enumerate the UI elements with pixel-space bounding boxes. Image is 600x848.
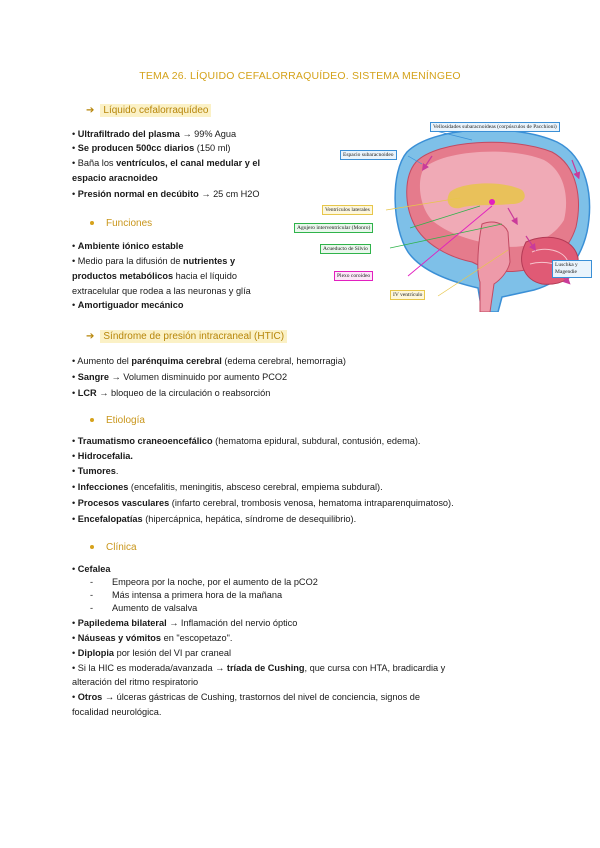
csf-circulation-diagram [297,112,596,312]
list-item: • Medio para la difusión de nutrientes y [72,256,236,266]
list-item: • Procesos vasculares (infarto cerebral, trombosis venosa, hematoma intraparenquimatoso). [72,498,454,508]
list-item: • Traumatismo craneoencefálico (hematoma epidural, subdural, contusión, edema). [72,436,421,446]
subheading-etiologia: Etiología [90,415,145,426]
label-plexo-coroideo: Plexo coroideo [334,271,373,281]
list-item-continued: alteración del ritmo respiratorio [72,677,199,687]
list-item: • Diplopia por lesión del VI par craneal [72,648,231,658]
label-vellosidades: Vellosidades subaracnoideas (corpúsculos de Pacchioni) [430,122,560,132]
list-item-continued: focalidad neurológica. [72,707,162,717]
bullet-dot-icon [90,545,94,549]
label-luschka-magendie: Luschka y Magendie [552,260,592,278]
section-heading-lcr [86,100,211,118]
list-item: • Papiledema bilateral → Inflamación del nervio óptico [72,618,298,628]
list-item-continued: espacio aracnoideo [72,173,158,183]
list-item: • Baña los ventrículos, el canal medular y el [72,158,261,168]
list-item-continued: extracelular que rodea a las neuronas y glía [72,286,251,296]
subheading-funciones: Funciones [90,218,152,229]
list-item: • Amortiguador mecánico [72,300,184,310]
bullet-dot-icon [90,418,94,422]
sub-list-item: - Aumento de valsalva [90,603,198,613]
list-item: • Si la HIC es moderada/avanzada → tríada de Cushing, que cursa con HTA, bradicardia y [72,663,446,673]
list-item: • Aumento del parénquima cerebral (edema cerebral, hemorragia) [72,356,346,366]
list-item: • Otros → úlceras gástricas de Cushing, trastornos del nivel de conciencia, signos de [72,692,420,702]
list-item-continued: productos metabólicos hacia el líquido [72,271,237,281]
label-ventriculos-laterales: Ventrículos laterales [322,205,373,215]
arrow-icon: ➔ [86,105,95,116]
list-item: • Presión normal en decúbito → 25 cm H2O [72,189,260,199]
list-item: • Tumores. [72,466,119,476]
label-acueducto-silvio: Acueducto de Silvio [320,244,371,254]
label-espacio-subaracnoideo: Espacio subaracnoideo [340,150,397,160]
page-title: TEMA 26. LÍQUIDO CEFALORRAQUÍDEO. SISTEMA MENÍNGEO [139,70,461,82]
list-item: • Cefalea [72,564,111,574]
list-item: • LCR → bloqueo de la circulación o reabsorción [72,388,271,398]
bullet-dot-icon [90,221,94,225]
list-item: • Sangre → Volumen disminuido por aumento PCO2 [72,372,288,382]
subheading-clinica: Clínica [90,542,137,553]
sub-list-item: - Más intensa a primera hora de la mañana [90,590,283,600]
label-agujero-monro: Agujero interventricular (Monro) [294,223,373,233]
list-item: • Infecciones (encefalitis, meningitis, absceso cerebral, empiema subdural). [72,482,383,492]
list-item: • Encefalopatías (hipercápnica, hepática, síndrome de desequilibrio). [72,514,357,524]
list-item: • Se producen 500cc diarios (150 ml) [72,143,231,153]
list-item: • Ultrafiltrado del plasma → 99% Agua [72,129,237,139]
sub-list-item: - Empeora por la noche, por el aumento de la pCO2 [90,577,318,587]
list-item: • Ambiente iónico estable [72,241,184,251]
arrow-icon: ➔ [86,331,95,342]
section-heading-htic [86,326,287,344]
list-item: • Hidrocefalia. [72,451,133,461]
section-heading-text: Síndrome de presión intracraneal (HTIC) [100,330,287,343]
list-item: • Náuseas y vómitos en "escopetazo". [72,633,233,643]
section-heading-text: Líquido cefalorraquídeo [100,104,211,117]
label-iv-ventriculo: IV ventrículo [390,290,425,300]
